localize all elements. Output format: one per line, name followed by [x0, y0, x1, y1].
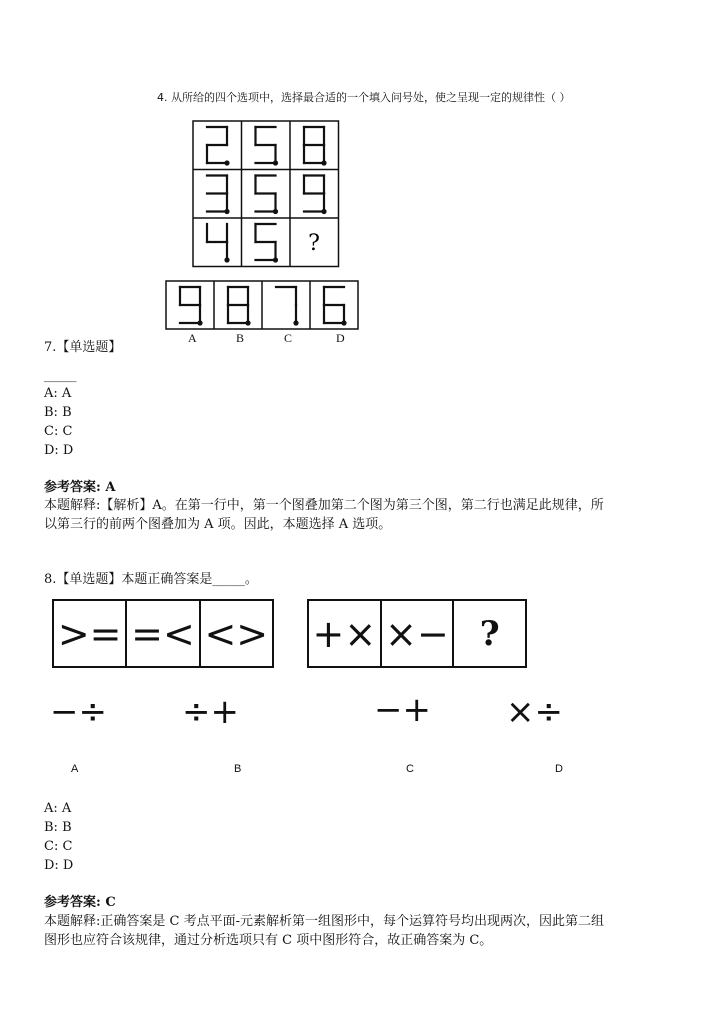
q8-group-2-cell-1: +× — [309, 601, 382, 666]
q8-group-1-cell-2: =< — [127, 601, 200, 666]
q4-grid-cell-8 — [256, 224, 279, 263]
q7-blank: _____ — [44, 368, 77, 383]
q7-option-d[interactable]: D: D — [44, 443, 74, 458]
q4-matrix-figure — [0, 0, 720, 360]
q8-option-c[interactable]: C: C — [44, 839, 73, 854]
q7-option-c[interactable]: C: C — [44, 424, 73, 439]
q4-option-label-b: B — [236, 331, 245, 345]
q8-option-b[interactable]: B: B — [44, 820, 72, 835]
q7-header: 7.【单选题】 — [44, 340, 122, 355]
q4-option-label-c: C — [284, 331, 293, 345]
q7-explanation-line-2: 以第三行的前两个图叠加为 A 项。因此，本题选择 A 选项。 — [44, 517, 392, 532]
q8-option-label-a: A — [71, 763, 79, 775]
q8-answer: 参考答案: C — [44, 895, 116, 910]
q4-grid-cell-9 — [308, 231, 320, 256]
q8-explanation-line-2: 图形也应符合该规律，通过分析选项只有 C 项中图形符合，故正确答案为 C。 — [44, 933, 493, 948]
q8-explanation-line-1: 本题解释:正确答案是 C 考点平面-元素解析第一组图形中，每个运算符号均出现两次，因此第二组 — [44, 914, 604, 929]
q4-grid-cell-7 — [207, 224, 230, 263]
q4-option-figure-c — [276, 287, 299, 326]
q8-header: 8.【单选题】本题正确答案是_____。 — [44, 572, 258, 587]
q7-answer: 参考答案: A — [44, 480, 116, 495]
q4-stem: 4. 从所给的四个选项中，选择最合适的一个填入问号处，使之呈现一定的规律性（ ） — [157, 91, 571, 104]
q8-option-symbol-b: ÷+ — [182, 692, 239, 732]
q4-option-label-d: D — [336, 331, 345, 345]
q8-option-symbol-c: −+ — [374, 690, 431, 730]
q8-option-label-c: C — [406, 763, 414, 775]
q8-group-1-cell-3: <> — [204, 611, 269, 656]
q4-option-figure-b — [228, 287, 251, 326]
q8-option-label-d: D — [555, 763, 563, 775]
q4-option-figure-a — [180, 287, 203, 326]
q7-explanation-line-1: 本题解释:【解析】A。在第一行中，第一个图叠加第二个图为第三个图，第二行也满足此规律，所 — [44, 498, 604, 513]
q4-option-label-a: A — [188, 331, 197, 345]
q4-option-figure-d — [324, 287, 347, 326]
q8-option-d[interactable]: D: D — [44, 858, 74, 873]
q8-group-1 — [52, 599, 274, 668]
q8-group-2 — [307, 599, 527, 668]
q4-grid-cell-4 — [207, 176, 230, 215]
q7-option-a[interactable]: A: A — [44, 386, 72, 401]
q8-option-symbol-a: −÷ — [50, 692, 107, 732]
q8-option-symbol-d: ×÷ — [506, 692, 563, 732]
q8-option-a[interactable]: A: A — [44, 801, 72, 816]
q4-grid-cell-1 — [207, 127, 230, 166]
q8-group-1-cell-1: >= — [54, 601, 127, 666]
q8-group-2-cell-2: ×− — [382, 601, 455, 666]
question-mark: ? — [308, 231, 320, 256]
q8-group-2-cell-3: ? — [479, 613, 500, 654]
q4-grid-cell-2 — [256, 127, 279, 166]
q4-grid-cell-5 — [256, 176, 279, 215]
q4-grid-cell-3 — [304, 127, 327, 166]
q7-option-b[interactable]: B: B — [44, 405, 72, 420]
q4-grid-cell-6 — [304, 176, 327, 215]
q8-option-label-b: B — [234, 763, 242, 775]
